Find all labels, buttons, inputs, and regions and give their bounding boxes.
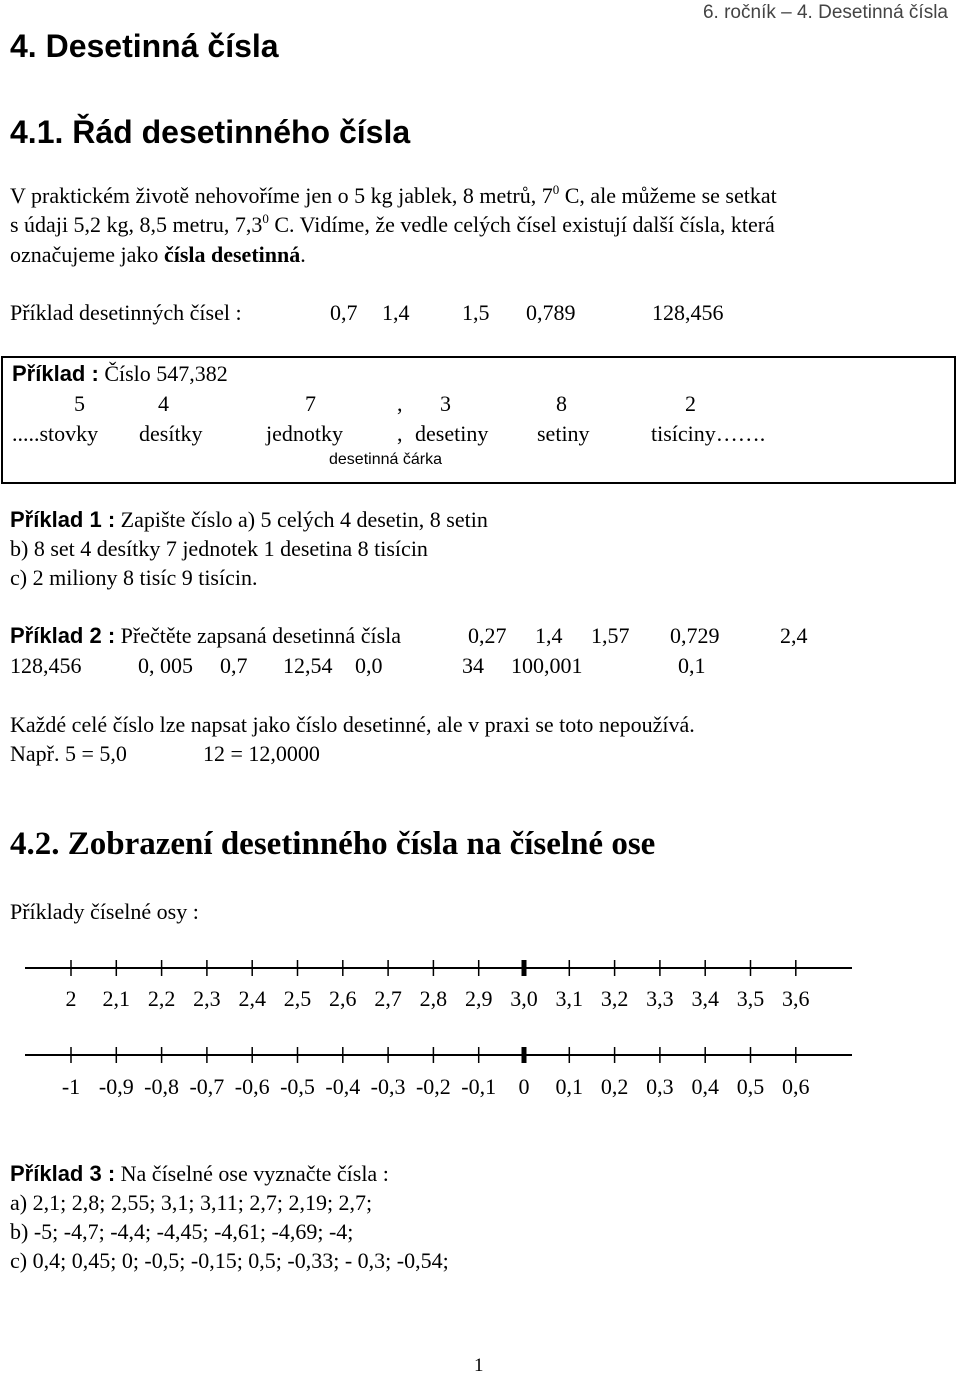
example-2-number: 0,27 [468, 623, 507, 648]
axis-tick-label: 3,3 [646, 986, 674, 1011]
example-2-number: 34 [462, 653, 484, 678]
axis-tick-label: 2,1 [102, 986, 131, 1011]
example-2-number: 0, 005 [138, 653, 193, 678]
axis-tick-label: 3,0 [510, 986, 538, 1011]
axis-tick-label: 0 [518, 1074, 530, 1099]
example-value: 128,456 [652, 300, 724, 325]
example-2-number: 2,4 [780, 623, 808, 648]
axis-tick-label: 2,6 [329, 986, 357, 1011]
example-2-number: 100,001 [511, 653, 583, 678]
number-line-2 [25, 1047, 852, 1063]
example-2-number: 0,1 [678, 653, 706, 678]
example-2-number: 0,7 [220, 653, 248, 678]
example-3-b: b) -5; -4,7; -4,4; -4,45; -4,61; -4,69; -4; [10, 1219, 354, 1244]
axis-tick-label: -0,6 [234, 1074, 270, 1099]
example-value: 1,4 [382, 300, 410, 325]
axis-tick-label: 2,9 [464, 986, 493, 1011]
note-line-1: Každé celé číslo lze napsat jako číslo desetinné, ale v praxi se toto nepoužívá. [10, 712, 695, 737]
note-example-b: 12 = 12,0000 [203, 741, 320, 766]
axis-tick-label: 2,5 [283, 986, 312, 1011]
chapter-title: 4. Desetinná čísla [10, 28, 279, 64]
example-1-line-2: b) 8 set 4 desítky 7 jednotek 1 desetina 8 tisícin [10, 536, 428, 561]
axis-tick-label: 3,1 [555, 986, 584, 1011]
intro-line-1: V praktickém životě nehovoříme jen o 5 kg jablek, 8 metrů, $7^0$ C, ale můžeme se setkat [10, 182, 777, 208]
examples-label: Příklad desetinných čísel : [10, 300, 242, 325]
example-2-number: 0,729 [670, 623, 720, 648]
axis-tick-label: -0,5 [280, 1074, 315, 1099]
example-value: 1,5 [462, 300, 490, 325]
axis-tick-label: 3,6 [782, 986, 810, 1011]
axis-tick-label: -0,7 [189, 1074, 225, 1099]
place-name-ones: jednotky [266, 421, 343, 446]
digit: 7 [305, 391, 316, 416]
axis-tick-label: -1 [61, 1074, 81, 1099]
axis-tick-label: 0,2 [600, 1074, 629, 1099]
axis-tick-label: 2,8 [419, 986, 448, 1011]
axis-tick-label: 2,4 [238, 986, 266, 1011]
example-2-number: 12,54 [283, 653, 333, 678]
place-box-heading: Příklad : Číslo 547,382 [12, 361, 228, 386]
digit: 2 [685, 391, 696, 416]
place-name-comma: , [397, 421, 403, 446]
section-title-4-2: 4.2. Zobrazení desetinného čísla na číselné ose [10, 826, 656, 862]
axis-tick-label: -0,4 [325, 1074, 361, 1099]
example-3-c: c) 0,4; 0,45; 0; -0,5; -0,15; 0,5; -0,33; - 0,3; -0,54; [10, 1248, 449, 1273]
digit: 4 [158, 391, 169, 416]
axis-tick-label: 2,2 [147, 986, 176, 1011]
axes-label: Příklady číselné osy : [10, 899, 199, 924]
digit: 5 [74, 391, 85, 416]
axis-tick-label: 3,5 [736, 986, 765, 1011]
number-line-1 [25, 960, 852, 976]
example-3-a: a) 2,1; 2,8; 2,55; 3,1; 3,11; 2,7; 2,19; 2,7; [10, 1190, 373, 1215]
axis-tick-label: 3,2 [600, 986, 629, 1011]
decimal-comma: , [397, 391, 403, 416]
page-number: 1 [474, 1355, 484, 1376]
axis-tick-label: 2,7 [374, 986, 402, 1011]
axis-tick-label: 3,4 [691, 986, 719, 1011]
axis-tick-label: -0,9 [98, 1074, 134, 1099]
axis-tick-label: -0,1 [461, 1074, 497, 1099]
place-name-tens: desítky [139, 421, 203, 446]
digit: 3 [440, 391, 451, 416]
section-title-4-1: 4.1. Řád desetinného čísla [10, 114, 411, 150]
place-name-hundreds: .....stovky [12, 421, 99, 446]
intro-line-3: označujeme jako čísla desetinná. [10, 242, 306, 267]
example-value: 0,789 [526, 300, 576, 325]
axis-tick-label: 2 [65, 986, 77, 1011]
axis-tick-label: 2,3 [193, 986, 221, 1011]
digit: 8 [556, 391, 567, 416]
axis-tick-label: 0,3 [646, 1074, 674, 1099]
example-1-line-3: c) 2 miliony 8 tisíc 9 tisícin. [10, 565, 258, 590]
example-2-line-1: Příklad 2 : Přečtěte zapsaná desetinná čísla [10, 623, 402, 648]
place-name-thousandths: tisíciny……. [651, 421, 766, 446]
axis-tick-label: 0,4 [691, 1074, 719, 1099]
decimal-comma-label: desetinná čárka [329, 451, 442, 468]
example-2-number: 128,456 [10, 653, 82, 678]
axis-tick-label: 0,5 [736, 1074, 765, 1099]
axis-tick-label: -0,8 [144, 1074, 180, 1099]
axis-tick-label: 0,1 [555, 1074, 584, 1099]
intro-line-2: s údaji 5,2 kg, 8,5 metru, $7,3^0$ C. Vidíme, že vedle celých čísel existují další čísla, která [10, 211, 775, 237]
axis-tick-label: -0,2 [415, 1074, 451, 1099]
axis-tick-label: -0,3 [370, 1074, 406, 1099]
example-2-number: 1,57 [591, 623, 630, 648]
example-3-line-1: Příklad 3 : Na číselné ose vyznačte čísla : [10, 1161, 389, 1186]
example-2-number: 0,0 [355, 653, 383, 678]
running-header: 6. ročník – 4. Desetinná čísla [702, 2, 948, 23]
axis-tick-label: 0,6 [782, 1074, 810, 1099]
note-example-a: Např. 5 = 5,0 [10, 741, 127, 766]
example-2-number: 1,4 [535, 623, 563, 648]
place-name-hundredths: setiny [537, 421, 590, 446]
example-1-line-1: Příklad 1 : Zapište číslo a) 5 celých 4 desetin, 8 setin [10, 507, 488, 532]
place-name-tenths: desetiny [415, 421, 489, 446]
example-value: 0,7 [330, 300, 358, 325]
